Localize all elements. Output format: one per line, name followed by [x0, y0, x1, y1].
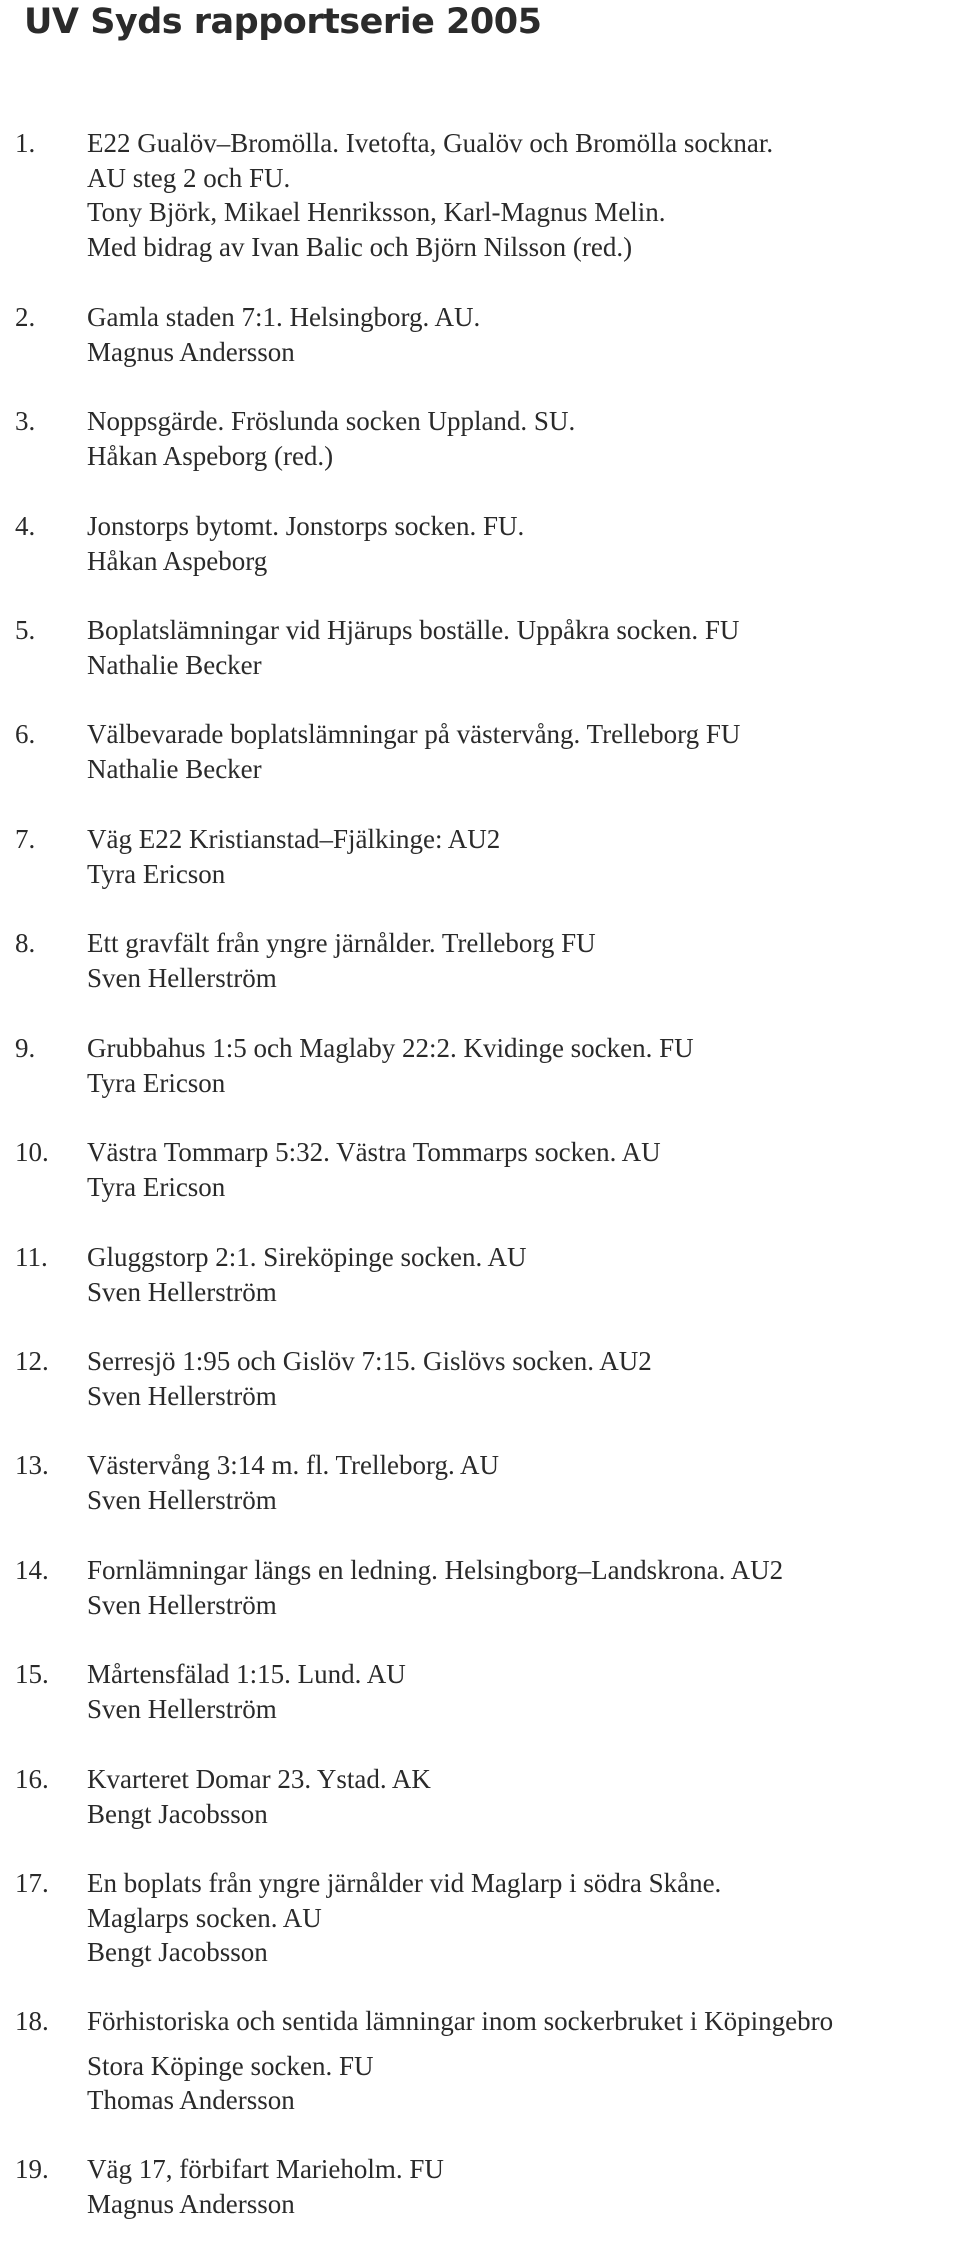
report-author-line: Nathalie Becker: [87, 753, 262, 784]
report-number: 4.: [15, 511, 36, 541]
report-title-line: Stora Köpinge socken. FU: [87, 2050, 374, 2081]
report-number: 15.: [15, 1659, 49, 1689]
report-text: [87, 2004, 960, 2118]
report-number: 13.: [15, 1450, 49, 1480]
report-text: [87, 1448, 960, 1517]
report-title-line: Gluggstorp 2:1. Sireköpinge socken. AU: [87, 1242, 527, 1272]
report-title-line: Västervång 3:14 m. fl. Trelleborg. AU: [87, 1450, 499, 1480]
report-number: 11.: [15, 1242, 48, 1272]
report-text: [87, 1344, 960, 1413]
report-title-line: Väg E22 Kristianstad–Fjälkinge: AU2: [87, 824, 501, 854]
report-author-line: Håkan Aspeborg: [87, 545, 268, 576]
report-author-line: Håkan Aspeborg (red.): [87, 440, 334, 471]
report-author-line: Bengt Jacobsson: [87, 1798, 268, 1829]
report-number: 16.: [15, 1764, 49, 1794]
report-title-line: Ett gravfält från yngre järnålder. Trelleborg FU: [87, 928, 596, 958]
report-author-line: Tyra Ericson: [87, 858, 226, 889]
report-author-line: Bengt Jacobsson: [87, 1937, 268, 1967]
report-author-line: Sven Hellerström: [87, 1484, 277, 1515]
report-text: [87, 613, 960, 682]
report-author-line: Magnus Andersson: [87, 2188, 295, 2219]
report-text: [87, 717, 960, 786]
report-text: [87, 1553, 960, 1622]
report-title-line: Grubbahus 1:5 och Maglaby 22:2. Kvidinge socken. FU: [87, 1033, 694, 1063]
report-number: 5.: [15, 615, 36, 645]
report-title-line: Förhistoriska och sentida lämningar inom sockerbruket i Köpingebro: [87, 2006, 834, 2036]
report-text: [87, 822, 960, 891]
report-number: 8.: [15, 928, 36, 958]
report-author-line: Sven Hellerström: [87, 962, 277, 993]
report-number: 2.: [15, 302, 36, 332]
report-text: [87, 126, 960, 264]
report-text: [87, 2152, 960, 2221]
report-number: 12.: [15, 1346, 49, 1376]
report-title-line: Kvarteret Domar 23. Ystad. AK: [87, 1764, 431, 1794]
report-title-line: Fornlämningar längs en ledning. Helsingborg–Landskrona. AU2: [87, 1555, 784, 1585]
report-author-line: Tyra Ericson: [87, 1171, 226, 1202]
report-title-line: Väg 17, förbifart Marieholm. FU: [87, 2154, 444, 2184]
report-number: 10.: [15, 1137, 49, 1167]
report-author-line: Sven Hellerström: [87, 1276, 277, 1307]
report-author-line: Sven Hellerström: [87, 1693, 277, 1724]
report-text: [87, 1657, 960, 1726]
report-author-line: Thomas Andersson: [87, 2085, 295, 2115]
report-text: [87, 300, 960, 369]
report-number: 6.: [15, 719, 36, 749]
report-text: [87, 1135, 960, 1204]
report-number: 7.: [15, 824, 36, 854]
report-number: 3.: [15, 406, 36, 436]
report-number: 14.: [15, 1555, 49, 1585]
report-text: [87, 404, 960, 473]
report-number: 1.: [15, 128, 36, 158]
report-text: [87, 1866, 960, 1970]
report-title-line: Mårtensfälad 1:15. Lund. AU: [87, 1659, 406, 1689]
report-title-line: E22 Gualöv–Bromölla. Ivetofta, Gualöv och Bromölla socknar.: [87, 128, 774, 158]
report-title-line: Gamla staden 7:1. Helsingborg. AU.: [87, 302, 481, 332]
report-number: 9.: [15, 1033, 36, 1063]
report-text: [87, 509, 960, 578]
report-text: [87, 1240, 960, 1309]
report-author-line: Sven Hellerström: [87, 1589, 277, 1620]
page-title: UV Syds rapportserie 2005: [24, 2, 542, 42]
report-title-line: En boplats från yngre järnålder vid Maglarp i södra Skåne.: [87, 1868, 722, 1898]
report-text: [87, 1762, 960, 1831]
report-title-line: Västra Tommarp 5:32. Västra Tommarps socken. AU: [87, 1137, 661, 1167]
report-author-line: Tyra Ericson: [87, 1067, 226, 1098]
report-author-line: Tony Björk, Mikael Henriksson, Karl-Magnus Melin.: [87, 197, 666, 227]
report-title-line: Noppsgärde. Fröslunda socken Uppland. SU.: [87, 406, 576, 436]
report-title-line: Boplatslämningar vid Hjärups boställe. Uppåkra socken. FU: [87, 615, 740, 645]
report-title-line: Serresjö 1:95 och Gislöv 7:15. Gislövs socken. AU2: [87, 1346, 652, 1376]
report-author-line: Sven Hellerström: [87, 1380, 277, 1411]
report-author-line: Nathalie Becker: [87, 649, 262, 680]
report-text: [87, 926, 960, 995]
report-number: 17.: [15, 1868, 49, 1898]
report-author-line: Magnus Andersson: [87, 336, 295, 367]
report-title-line: AU steg 2 och FU.: [87, 162, 291, 193]
report-number: 18.: [15, 2006, 49, 2036]
report-text: [87, 1031, 960, 1100]
report-title-line: Välbevarade boplatslämningar på västervång. Trelleborg FU: [87, 719, 741, 749]
report-number: 19.: [15, 2154, 49, 2184]
report-title-line: Maglarps socken. AU: [87, 1902, 322, 1933]
report-author-line: Med bidrag av Ivan Balic och Björn Nilsson (red.): [87, 231, 633, 262]
report-title-line: Jonstorps bytomt. Jonstorps socken. FU.: [87, 511, 525, 541]
